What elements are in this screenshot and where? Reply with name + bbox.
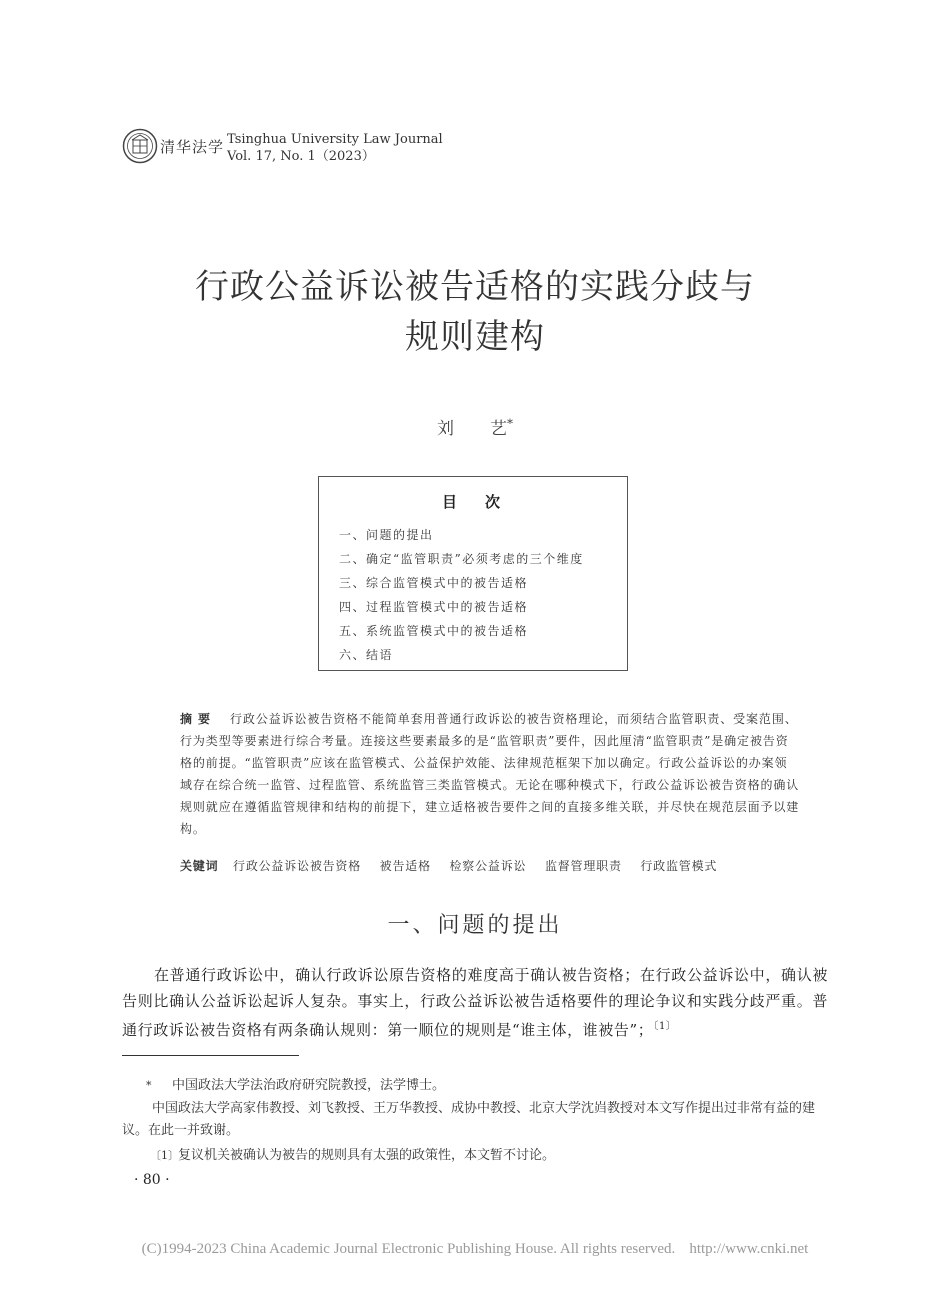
toc-item: 五、系统监管模式中的被告适格 (339, 624, 529, 638)
toc-heading-b: 次 (485, 493, 505, 511)
journal-name-cn: 清华法学 (160, 138, 225, 156)
body-paragraph (122, 962, 828, 1043)
table-of-contents (318, 476, 628, 671)
journal-volume: Vol. 17, No. 1（2023） (227, 149, 375, 164)
copyright-notice (0, 1241, 950, 1258)
footnote-author (122, 1075, 828, 1097)
copyright-url[interactable]: http://www.cnki.net (689, 1241, 809, 1257)
abstract (180, 708, 800, 840)
abstract-text: 行政公益诉讼被告资格不能简单套用普通行政诉讼的被告资格理论，而须结合监管职责、受案范围、行为类型等要素进行综合考量。连接这些要素最多的是“监管职责”要件，因此厘清“监管职责”是确定被告资格的前提。“监管职责”应该在监管模式、公益保护效能、法律规范框架下加以确定。行政公益诉讼的办案领域存在综合统一监管、过程监管、系统监管三类监管模式。无论在哪种模式下，行政公益诉讼被告资格的确认规则就应在遵循监管规律和结构的前提下，建立适格被告要件之间的直接多维关联，并尽快在规范层面予以建构。 (180, 712, 800, 836)
abstract-label: 摘要 (180, 712, 217, 726)
toc-list (339, 523, 584, 667)
keyword: 行政公益诉讼被告资格 (233, 859, 362, 873)
keywords-label: 关键词 (180, 859, 219, 873)
article-title-line-2: 规则建构 (405, 317, 545, 357)
toc-heading-a: 目 (441, 493, 461, 511)
footnote-reference: 〔1〕 (653, 1021, 677, 1032)
toc-item: 二、确定“监管职责”必须考虑的三个维度 (339, 552, 584, 566)
keywords (180, 857, 820, 874)
toc-item: 三、综合监管模式中的被告适格 (339, 576, 529, 590)
footnote-mark: 〔1〕 (150, 1149, 179, 1162)
page-number: · 80 · (134, 1172, 170, 1188)
keyword: 被告适格 (379, 859, 431, 873)
keyword: 行政监管模式 (640, 859, 718, 873)
footnote-mark: * (146, 1079, 152, 1092)
toc-heading (319, 491, 627, 512)
footnote-acknowledgement: 中国政法大学高家伟教授、刘飞教授、王万华教授、成协中教授、北京大学沈岿教授对本文写作提出过非常有益的建议。在此一并致谢。 (122, 1101, 816, 1138)
article-title (0, 262, 950, 362)
journal-info (227, 131, 443, 165)
journal-name-en: Tsinghua University Law Journal (227, 132, 443, 147)
footnote-text: 中国政法大学法治政府研究院教授，法学博士。 (172, 1078, 446, 1093)
body-paragraph-text: 在普通行政诉讼中，确认行政诉讼原告资格的难度高于确认被告资格；在行政公益诉讼中，确认被告则比确认公益诉讼起诉人复杂。事实上，行政公益诉讼被告适格要件的理论争议和实践分歧严重。普通行政诉讼被告资格有两条确认规则：第一顺位的规则是“谁主体，谁被告”； (122, 966, 828, 1039)
toc-item: 四、过程监管模式中的被告适格 (339, 600, 529, 614)
journal-logo-icon (122, 128, 158, 164)
author-footnote-mark: * (507, 416, 513, 431)
author-name (0, 414, 950, 439)
article-title-line-1: 行政公益诉讼被告适格的实践分歧与 (195, 267, 755, 307)
footnote-divider (122, 1055, 299, 1056)
keyword: 检察公益诉讼 (449, 859, 527, 873)
footnote-1 (122, 1145, 828, 1167)
copyright-text: (C)1994-2023 China Academic Journal Electronic Publishing House. All rights reserved. (141, 1241, 676, 1257)
footnote-text: 复议机关被确认为被告的规则具有太强的政策性，本文暂不讨论。 (178, 1148, 556, 1163)
author-given-name: 艺 (490, 419, 507, 439)
toc-item: 六、结语 (339, 648, 394, 662)
toc-item: 一、问题的提出 (339, 528, 434, 542)
keyword: 监督管理职责 (544, 859, 622, 873)
author-surname: 刘 (437, 419, 454, 439)
section-heading: 一、问题的提出 (387, 913, 563, 938)
